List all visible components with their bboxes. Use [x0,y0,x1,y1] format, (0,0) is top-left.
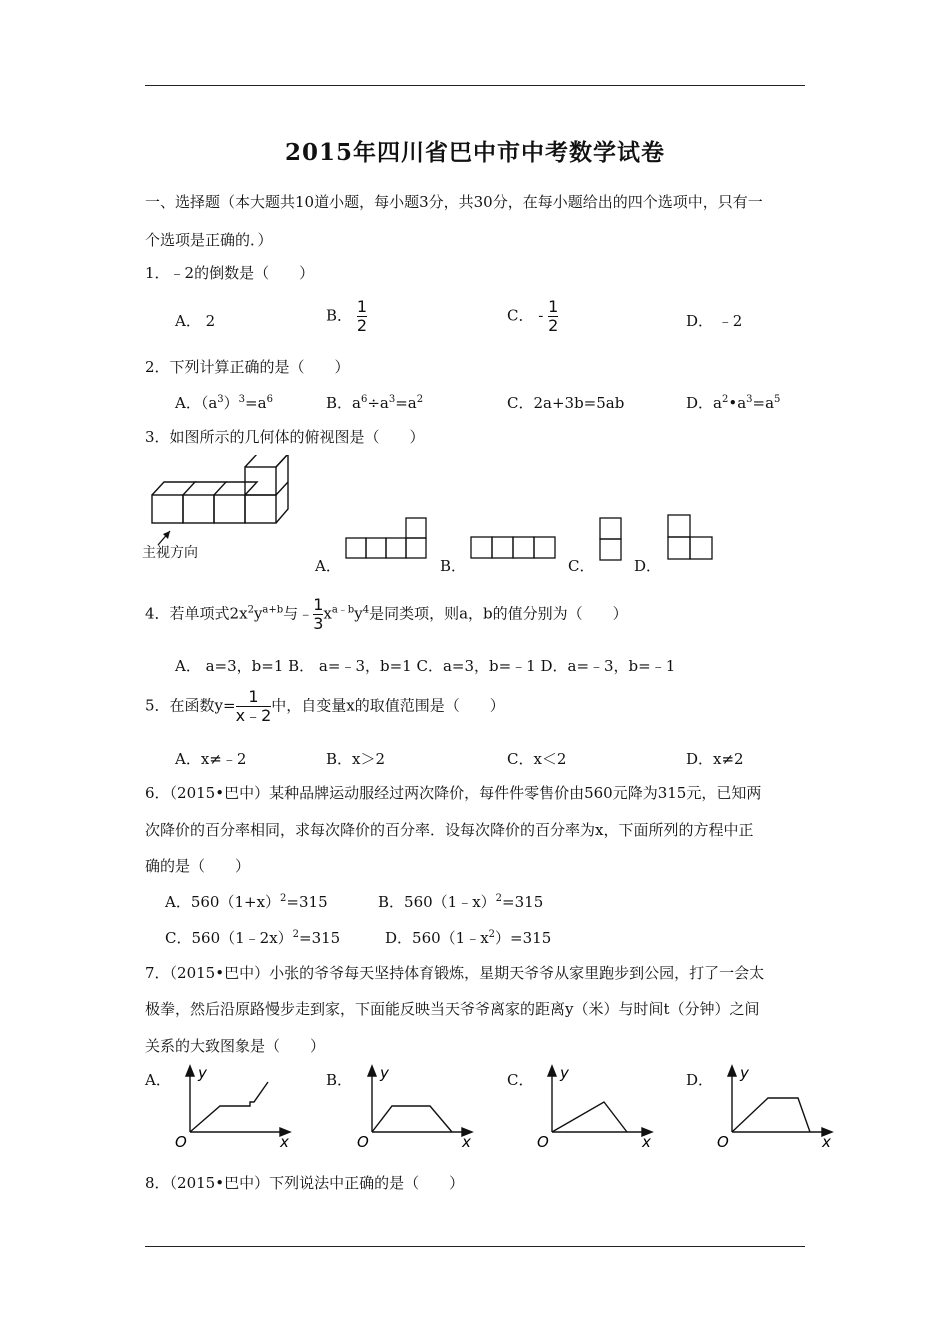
q4-exp: a﹣b [331,604,355,616]
q3-option-d-figure [666,513,716,561]
q7-option-c-label: C． [507,1071,534,1089]
q5-option-b: B．x＞2 [326,750,386,768]
q1-option-c [507,298,558,335]
q1-option-b [326,298,367,335]
q7-a-y-label: y [198,1064,207,1082]
q7-option-a-graph [170,1062,300,1152]
q3-option-a-figure [345,516,431,560]
q6-c-exp: 2 [292,929,300,940]
q7-option-b-label: B． [326,1071,353,1089]
q6-b-exp: 2 [495,893,503,904]
q2-stem: 2．下列计算正确的是（ ） [145,358,350,376]
q5-numerator: 1 [248,687,259,706]
q4-options: A． a=3，b=1 B． a=﹣3，b=1 C．a=3，b=﹣1 D．a=﹣3，b=﹣1 [175,657,676,675]
q7-line2: 极拳，然后沿原路慢步走到家，下面能反映当天爷爷离家的距离y（米）与时间t（分钟）之间 [145,1000,760,1018]
q2-b-exp: 2 [416,394,424,405]
q3-solid-figure [140,455,300,565]
q4-part: y [253,604,263,623]
q2-option-b [326,392,423,413]
q5-stem [145,688,505,725]
q6-option-a [165,891,328,912]
q2-a-exp: 3 [217,394,224,405]
page-title: 2015年四川省巴中市中考数学试卷 [284,139,665,166]
q6-a-part: A．560（1+x） [165,893,281,911]
q4-part: 是同类项，则a，b的值分别为（ ） [369,604,628,623]
q6-b-part: =315 [502,893,544,911]
q2-a-part: A．（a [175,394,218,412]
q2-b-exp: 6 [360,394,368,405]
q2-b-part: B．a [326,394,361,412]
q5-denominator: x﹣2 [235,706,272,725]
q6-c-part: =315 [299,929,341,947]
q7-a-x-label: x [280,1133,289,1151]
q4-fraction [313,596,323,633]
q5-part: 中，自变量x的取值范围是（ ） [271,696,505,715]
q7-b-origin-label: O [357,1133,369,1151]
q1-c-denominator: 2 [548,316,559,335]
q7-c-origin-label: O [537,1133,549,1151]
q2-a-part: ） [223,394,239,412]
section-intro-line1: 一、选择题（本大题共10道小题，每小题3分，共30分，在每小题给出的四个选项中，只有一 [145,193,763,211]
q3-view-direction-label: 主视方向 [142,545,198,561]
q2-b-exp: 3 [388,394,396,405]
q7-d-x-label: x [822,1133,831,1151]
q1-option-b-label: B． [326,306,353,325]
q2-option-d [686,392,780,413]
q5-option-d: D．x≠2 [686,750,744,768]
q4-numerator: 1 [313,595,324,614]
q2-d-exp: 3 [746,394,753,405]
q5-fraction [236,688,272,725]
q8-stem: 8．（2015•巴中）下列说法中正确的是（ ） [145,1174,465,1192]
q6-line2: 次降价的百分率相同，求每次降价的百分率．设每次降价的百分率为x，下面所列的方程中正 [145,821,754,839]
q2-a-exp: 3 [238,394,246,405]
q3-option-b-figure [470,535,558,561]
q6-d-part: D．560（1﹣x [385,929,489,947]
q4-exp: 4 [362,604,370,616]
q7-option-b-graph [352,1062,482,1152]
q1-c-numerator: 1 [548,297,559,316]
q4-exp: 2 [247,604,254,616]
header-rule [145,85,805,86]
q6-d-exp: 2 [488,929,496,940]
q1-stem: 1．﹣2的倒数是（ ） [145,264,315,282]
q6-c-part: C．560（1﹣2x） [165,929,293,947]
q7-b-x-label: x [462,1133,471,1151]
q5-option-c: C．x＜2 [507,750,567,768]
q7-d-y-label: y [740,1064,749,1082]
q6-a-exp: 2 [280,893,287,904]
q4-part: x [323,604,332,623]
footer-rule [145,1246,805,1247]
q7-b-y-label: y [380,1064,389,1082]
q4-denominator: 3 [313,614,324,633]
q4-exp: a+b [262,604,284,616]
q6-line3: 确的是（ ） [145,857,251,875]
q6-a-part: =315 [286,893,328,911]
q5-part: 5．在函数y= [145,696,236,715]
q7-c-y-label: y [560,1064,569,1082]
q2-d-exp: 2 [721,394,729,405]
q7-option-c-graph [532,1062,662,1152]
q2-option-a [175,392,273,413]
q3-option-c-figure [598,516,624,562]
q2-b-part: =a [395,394,417,412]
q3-option-d-label: D． [634,557,662,575]
q3-option-a-label: A． [315,557,341,575]
q1-b-denominator: 2 [356,316,367,335]
q7-option-a-label: A． [145,1071,171,1089]
q3-option-b-label: B． [440,557,467,575]
section-intro-line2: 个选项是正确的．） [145,231,273,249]
q1-option-c-fraction [548,298,558,335]
q4-part: y [354,604,363,623]
q3-option-c-label: C． [568,557,595,575]
q6-line1: 6．（2015•巴中）某种品牌运动服经过两次降价，每件件零售价由560元降为315元，已知两 [145,784,762,802]
q2-d-part: •a [728,394,747,412]
q2-option-c: C．2a+3b=5ab [507,394,625,412]
q2-d-part: =a [752,394,775,412]
q5-option-a: A．x≠﹣2 [175,750,247,768]
q7-option-d-graph [712,1062,842,1152]
q1-option-a: A． 2 [175,312,216,330]
q7-c-x-label: x [642,1133,651,1151]
q7-option-d-label: D． [686,1071,714,1089]
q7-d-origin-label: O [717,1133,729,1151]
q2-d-part: D．a [686,394,722,412]
q2-a-part: =a [245,394,267,412]
q1-b-numerator: 1 [356,297,367,316]
q7-a-origin-label: O [175,1133,187,1151]
q2-a-exp: 6 [266,394,273,405]
q7-line1: 7．（2015•巴中）小张的爷爷每天坚持体育锻炼，星期天爷爷从家里跑步到公园，打了一会太 [145,964,765,982]
q4-part: 与﹣ [283,604,314,623]
q4-stem [145,596,628,633]
q6-option-c [165,927,340,948]
q2-b-part: ÷a [367,394,389,412]
q6-option-d [385,927,551,948]
q1-option-c-label: C． - [507,306,544,325]
q3-stem: 3．如图所示的几何体的俯视图是（ ） [145,428,425,446]
q6-b-part: B．560（1﹣x） [378,893,496,911]
q2-d-exp: 5 [774,394,781,405]
q7-line3: 关系的大致图象是（ ） [145,1037,326,1055]
q6-option-b [378,891,543,912]
q1-option-b-fraction [357,298,367,335]
q1-option-d: D． ﹣2 [686,312,743,330]
q4-part: 4．若单项式2x [145,604,248,623]
q6-d-part: ）=315 [495,929,552,947]
